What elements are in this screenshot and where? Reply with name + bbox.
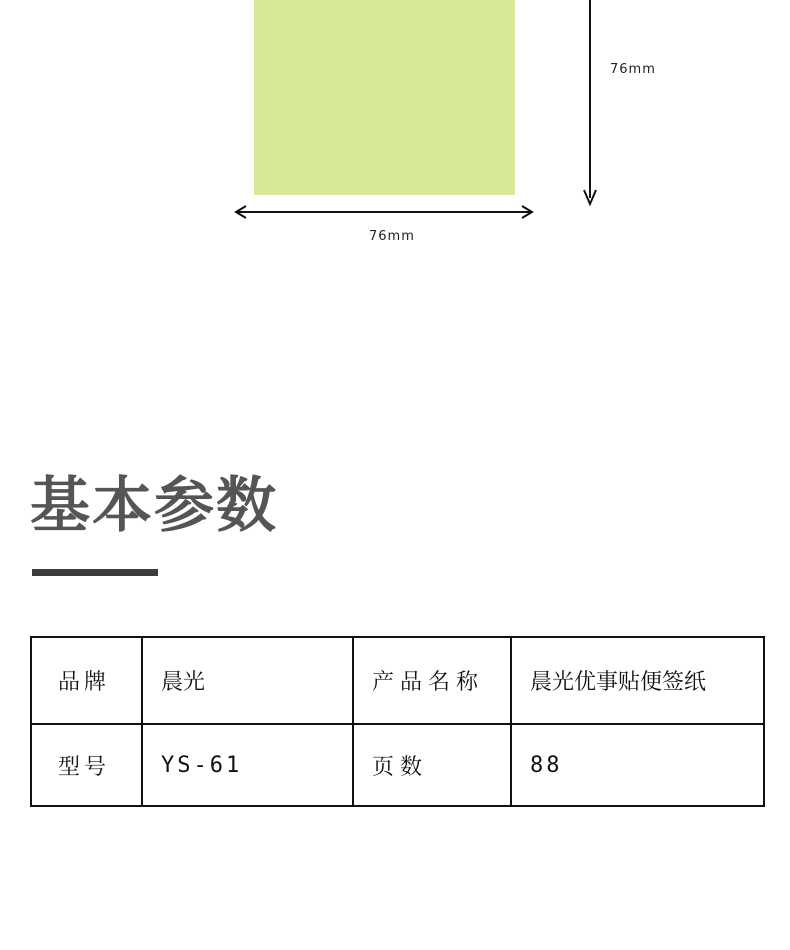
brand-key-cell: 品牌 [31, 637, 142, 724]
spec-table [30, 636, 765, 807]
table-row [31, 637, 764, 724]
table-row [31, 724, 764, 806]
brand-value-cell: 晨光 [142, 637, 353, 724]
section-title: 基本参数 [30, 471, 278, 541]
product-name-value-cell: 晨光优事贴便签纸 [511, 637, 764, 724]
width-dimension-label: 76mm [369, 229, 415, 244]
width-dimension-arrow [236, 206, 532, 218]
height-dimension-label: 76mm [610, 62, 656, 77]
dimension-arrows [0, 0, 790, 260]
height-dimension-arrow [584, 0, 596, 204]
model-key-cell: 型号 [31, 724, 142, 806]
page-count-key-cell: 页数 [353, 724, 511, 806]
page-count-value-cell: 88 [511, 724, 764, 806]
model-value-cell: YS-61 [142, 724, 353, 806]
title-underline [32, 569, 158, 576]
product-name-key-cell: 产品名称 [353, 637, 511, 724]
